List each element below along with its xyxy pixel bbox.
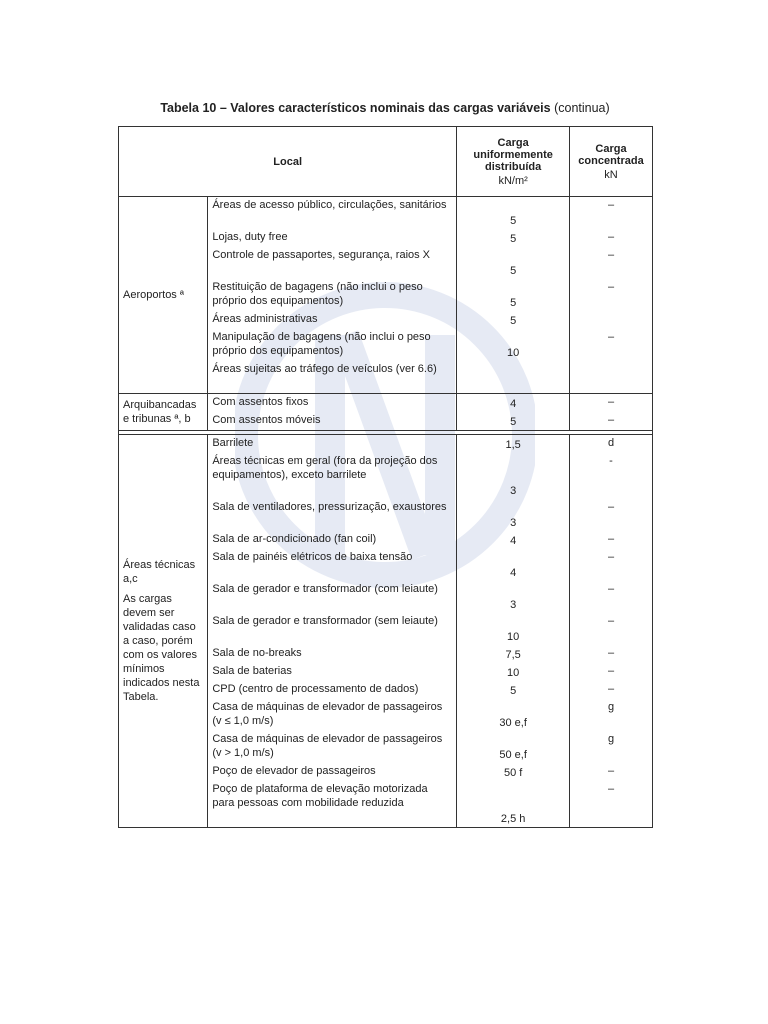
row-uniform-load: 4 [510, 535, 517, 547]
row-concentrated-load: – [607, 331, 615, 343]
local-cell [208, 394, 457, 431]
row-uniform-load: 5 [510, 215, 517, 227]
row-uniform-load: 5 [510, 685, 517, 697]
header-concentrated-load-label: Carga concentrada [578, 142, 644, 167]
row-concentrated-load [570, 311, 652, 329]
row-local: Sala de ventiladores, pressurização, exaustores [212, 501, 447, 513]
row-concentrated-load: - [609, 455, 613, 467]
row-uniform-load: 30 e,f [499, 717, 527, 729]
row-local: Áreas técnicas em geral (fora da projeção dos equipamentos), exceto barrilete [212, 455, 438, 481]
row-concentrated-load: – [607, 615, 615, 627]
uniform-load-cell [457, 394, 570, 431]
row-concentrated-load: – [607, 281, 615, 293]
row-uniform-load: 5 [510, 265, 517, 277]
group-label-text: Arquibancadas e tribunas ª, b [123, 399, 197, 425]
group-row [119, 394, 653, 431]
row-concentrated-load: – [607, 231, 615, 243]
uniform-load-cell [457, 197, 570, 394]
table-header-row [119, 127, 653, 197]
row-concentrated-load: – [607, 501, 615, 513]
row-concentrated-load: – [607, 583, 615, 595]
row-uniform-load: 50 e,f [499, 749, 527, 761]
row-concentrated-load: – [607, 533, 615, 545]
row-concentrated-load: g [607, 733, 615, 745]
local-cell [208, 197, 457, 394]
header-local: Local [119, 127, 457, 197]
row-uniform-load: 5 [510, 416, 517, 428]
row-local: Sala de baterias [212, 665, 292, 677]
group-note: As cargas devem ser validadas caso a caso, porém com os valores mínimos indicados nesta Tabela. [123, 593, 200, 703]
row-uniform-load: 4 [510, 398, 517, 410]
row-uniform-load: 2,5 h [500, 813, 526, 825]
row-local: Sala de no-breaks [212, 647, 302, 659]
row-local: Com assentos fixos [212, 396, 309, 408]
row-uniform-load: 4 [510, 567, 517, 579]
table-title-continuation: (continua) [554, 101, 610, 115]
table-title [118, 101, 652, 115]
loads-table [118, 126, 653, 828]
header-uniform-load-label: Carga uniformemente distribuída [473, 136, 553, 173]
row-local: CPD (centro de processamento de dados) [212, 683, 419, 695]
group-label-text: Aeroportos ª [123, 289, 184, 301]
group-label [119, 435, 208, 828]
row-uniform-load: 3 [510, 485, 517, 497]
row-concentrated-load: – [607, 396, 615, 408]
group-row [119, 435, 653, 828]
header-uniform-load-unit: kN/m² [498, 174, 528, 187]
row-uniform-load: 5 [510, 233, 517, 245]
row-local: Poço de elevador de passageiros [212, 765, 376, 777]
header-concentrated-load-unit: kN [604, 168, 618, 181]
row-local: Barrilete [212, 437, 254, 449]
row-local: Casa de máquinas de elevador de passageiros (v > 1,0 m/s) [212, 733, 443, 759]
row-local: Com assentos móveis [212, 414, 321, 426]
row-concentrated-load: – [607, 249, 615, 261]
row-uniform-load: 5 [510, 297, 517, 309]
row-local: Sala de ar-condicionado (fan coil) [212, 533, 377, 545]
row-uniform-load: 1,5 [505, 439, 521, 451]
row-concentrated-load: – [607, 199, 615, 211]
row-local: Casa de máquinas de elevador de passageiros (v ≤ 1,0 m/s) [212, 701, 443, 727]
concentrated-load-cell [570, 197, 653, 394]
row-concentrated-load: – [607, 665, 615, 677]
uniform-load-cell [457, 435, 570, 828]
row-uniform-load: 10 [507, 667, 520, 679]
row-uniform-load: 7,5 [505, 649, 521, 661]
concentrated-load-cell [570, 435, 653, 828]
row-local: Áreas sujeitas ao tráfego de veículos (ver 6.6) [212, 363, 437, 375]
row-concentrated-load: – [607, 683, 615, 695]
row-local: Sala de painéis elétricos de baixa tensão [212, 551, 413, 563]
row-local: Lojas, duty free [212, 231, 288, 243]
row-local: Restituição de bagagens (não inclui o peso próprio dos equipamentos) [212, 281, 423, 307]
table-title-main: Tabela 10 – Valores característicos nominais das cargas variáveis [160, 101, 551, 115]
row-concentrated-load: – [607, 647, 615, 659]
row-concentrated-load: – [607, 765, 615, 777]
header-concentrated-load [570, 127, 653, 197]
row-local: Sala de gerador e transformador (com leiaute) [212, 583, 438, 595]
row-local: Áreas administrativas [212, 313, 318, 325]
row-local: Sala de gerador e transformador (sem leiaute) [212, 615, 438, 627]
row-local: Controle de passaportes, segurança, raios X [212, 249, 431, 261]
row-concentrated-load: g [607, 701, 615, 713]
row-concentrated-load: – [607, 783, 615, 795]
row-uniform-load [457, 361, 569, 393]
row-local: Áreas de acesso público, circulações, sanitários [212, 199, 447, 211]
row-concentrated-load: d [607, 437, 615, 449]
row-uniform-load: 5 [510, 315, 517, 327]
row-uniform-load: 10 [507, 631, 520, 643]
header-uniform-load [457, 127, 570, 197]
group-label [119, 197, 208, 394]
row-local: Manipulação de bagagens (não inclui o peso próprio dos equipamentos) [212, 331, 431, 357]
row-concentrated-load: – [607, 414, 615, 426]
group-label [119, 394, 208, 431]
local-cell [208, 435, 457, 828]
row-uniform-load: 10 [507, 347, 520, 359]
row-concentrated-load: – [607, 551, 615, 563]
row-concentrated-load [570, 361, 652, 393]
group-label-text: Áreas técnicas a,c [123, 559, 196, 585]
row-uniform-load: 3 [510, 517, 517, 529]
group-row [119, 197, 653, 394]
row-local: Poço de plataforma de elevação motorizada para pessoas com mobilidade reduzida [212, 783, 428, 809]
row-uniform-load: 50 f [503, 767, 523, 779]
row-uniform-load: 3 [510, 599, 517, 611]
concentrated-load-cell [570, 394, 653, 431]
